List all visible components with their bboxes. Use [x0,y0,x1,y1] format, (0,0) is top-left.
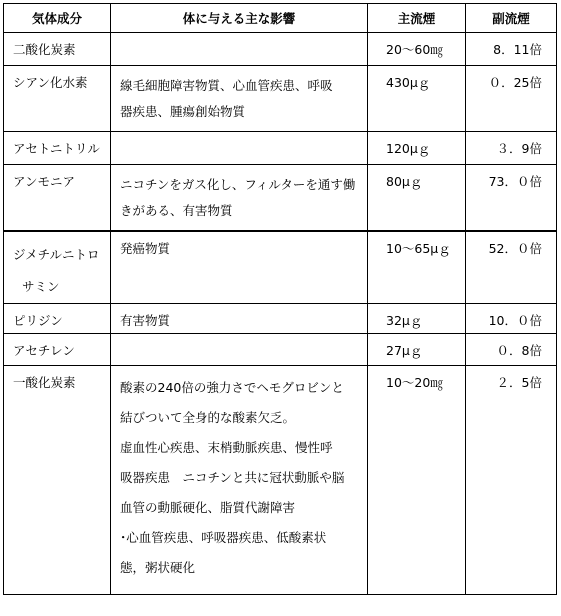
sidestream-cell: ０．8倍 [466,333,557,365]
header-component: 気体成分 [4,4,111,33]
component-cell: シアン化水素 [4,66,111,132]
effect-line: 有害物質 [120,312,171,328]
mainstream-cell: 430μｇ [368,66,466,132]
component-cell: 二酸化炭素 [4,33,111,66]
sidestream-cell: ０．25倍 [466,66,557,132]
effect-line: ･心血管疾患、呼吸器疾患、低酸素状 [120,529,327,545]
table-row [4,365,557,594]
header-row [4,4,557,33]
effect-line: 線毛細胞障害物質、心血管疾患、呼吸 [120,78,333,93]
mainstream-cell: 32μｇ [368,303,466,333]
component-line: ジメチルニトロ [13,246,100,262]
effect-line: 虚血性心疾患、末梢動脈疾患、慢性呼 [120,439,333,455]
table-row [4,132,557,165]
effects-cell [111,365,368,594]
mainstream-cell: 10〜65μｇ [368,231,466,304]
component-cell: アセチレン [4,333,111,365]
effect-line: きがある、有害物質 [120,203,233,218]
effect-line: ニコチンをガス化し、フィルターを通す働 [120,177,356,192]
effects-cell [111,333,368,365]
mainstream-cell: 120μｇ [368,132,466,165]
effect-line: 酸素の240倍の強力さでヘモグロビンと [120,379,344,395]
header-sidestream: 副流煙 [466,4,557,33]
sidestream-cell: 8．11倍 [466,33,557,66]
effect-line: 結びついて全身的な酸素欠乏。 [120,409,296,425]
sidestream-cell: ２．5倍 [466,365,557,594]
table-row [4,333,557,365]
mainstream-cell: 80μｇ [368,165,466,231]
effect-line: 血管の動脈硬化、脂質代謝障害 [120,499,296,515]
component-cell: 一酸化炭素 [4,365,111,594]
header-mainstream: 主流煙 [368,4,466,33]
effects-cell [111,66,368,132]
gas-components-table [3,3,557,595]
component-cell: アセトニトリル [4,132,111,165]
component-line: サミン [22,278,60,294]
sidestream-cell: 73．０倍 [466,165,557,231]
sidestream-cell: 52．０倍 [466,231,557,304]
table-row [4,303,557,333]
mainstream-cell: 20〜60㎎ [368,33,466,66]
table-row [4,66,557,132]
table-row [4,231,557,304]
effects-cell [111,165,368,231]
effects-cell [111,231,368,304]
component-cell: アンモニア [4,165,111,231]
effect-line: 吸器疾患 ニコチンと共に冠状動脈や脳 [120,469,345,485]
component-cell [4,231,111,304]
effect-line: 態，粥状硬化 [120,559,196,575]
component-cell: ピリジン [4,303,111,333]
header-effects: 体に与える主な影響 [111,4,368,33]
effect-line: 器疾患、腫瘍創始物質 [120,104,246,119]
effects-cell [111,303,368,333]
table-row [4,165,557,231]
effect-line: 発癌物質 [120,240,171,256]
effects-cell [111,33,368,66]
mainstream-cell: 10〜20㎎ [368,365,466,594]
mainstream-cell: 27μｇ [368,333,466,365]
sidestream-cell: ３．9倍 [466,132,557,165]
effects-cell [111,132,368,165]
table-row [4,33,557,66]
sidestream-cell: 10．０倍 [466,303,557,333]
